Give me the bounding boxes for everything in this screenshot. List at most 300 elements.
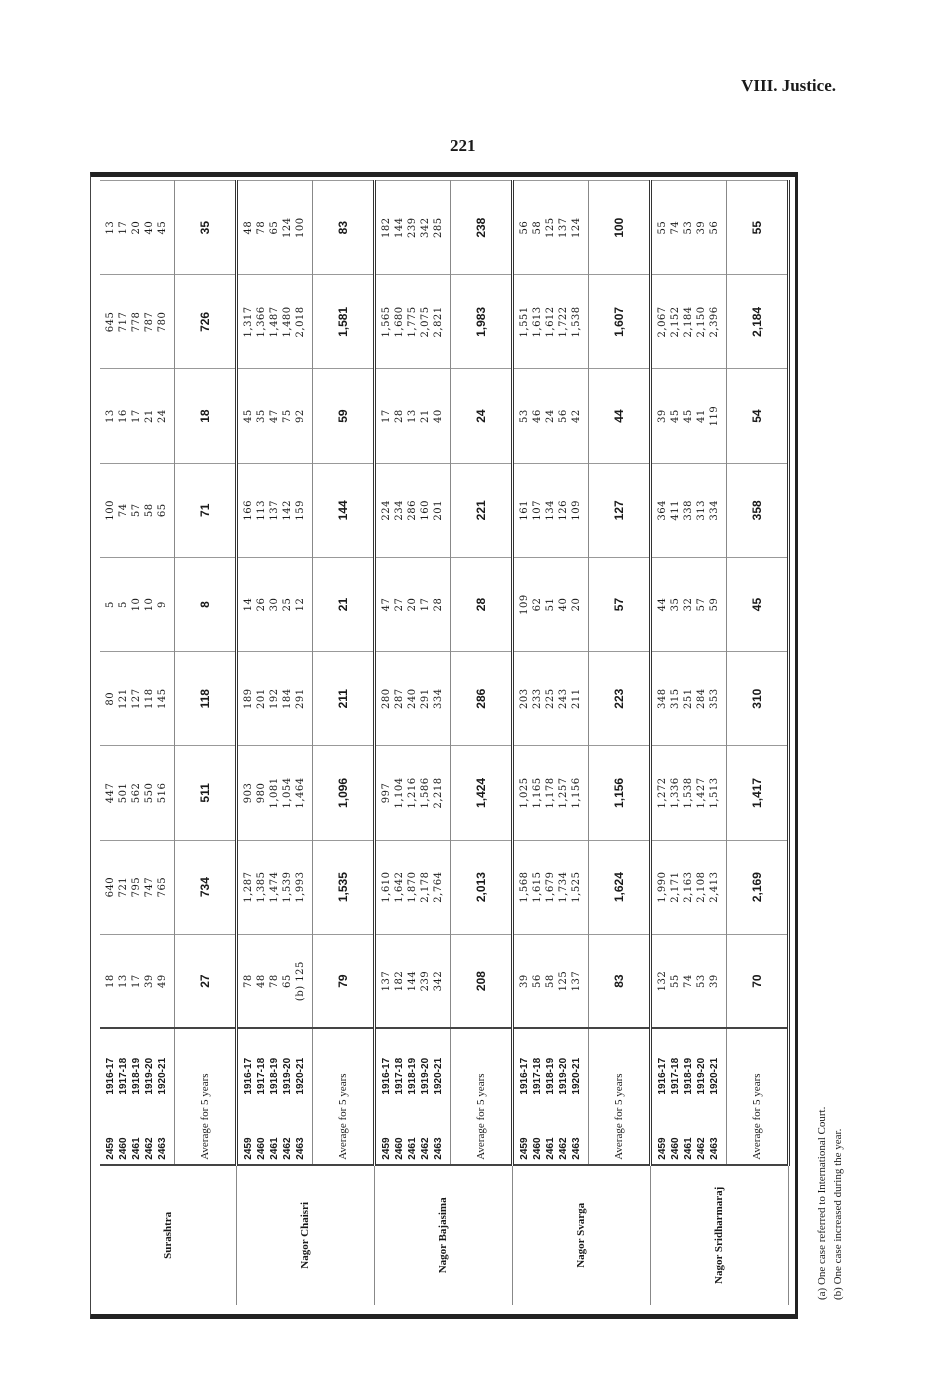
average-value-9: 83: [312, 181, 374, 275]
value-1: 2,152: [670, 306, 682, 338]
average-value-1: 79: [312, 934, 374, 1028]
office-name: Nagor Bajasima: [374, 1165, 512, 1305]
average-value-1: 208: [450, 934, 512, 1028]
value-1: 48: [256, 974, 268, 988]
code-3: 2462: [144, 1137, 156, 1160]
value-3: 125: [558, 970, 570, 992]
average-value-5: 57: [588, 557, 650, 651]
value-0: 645: [105, 311, 117, 333]
value-column-8: [374, 275, 450, 369]
value-1: 1,366: [256, 306, 268, 338]
value-2: 47: [269, 409, 281, 423]
rotated-table-container: [100, 180, 790, 1305]
value-0: 280: [381, 688, 393, 710]
value-0: 189: [243, 688, 255, 710]
value-3: 160: [420, 500, 432, 521]
year-3: 1919-20: [558, 1057, 570, 1095]
code-list: [374, 1099, 450, 1165]
value-3: 40: [558, 597, 570, 612]
value-3: 239: [420, 970, 432, 992]
value-2: 65: [269, 220, 281, 235]
value-1: 411: [670, 500, 682, 521]
code-2: 2461: [407, 1137, 419, 1160]
average-value-4: 211: [312, 652, 374, 746]
value-4: 342: [433, 970, 445, 992]
value-3: 1,054: [282, 777, 294, 809]
value-column-7: [512, 369, 588, 463]
code-2: 2461: [545, 1137, 557, 1160]
value-column-9: [650, 181, 726, 275]
value-0: 17: [381, 409, 393, 423]
value-2: 125: [545, 217, 557, 238]
value-2: 137: [269, 500, 281, 521]
average-value-5: 45: [727, 557, 789, 651]
value-1: 113: [256, 500, 268, 521]
value-4: 1,525: [571, 871, 583, 903]
year-2: 1918-19: [545, 1057, 557, 1095]
value-0: 224: [381, 500, 393, 521]
value-1: 2,171: [670, 871, 682, 903]
value-column-3: [100, 746, 174, 840]
value-2: 1,612: [545, 306, 557, 338]
value-4: 9: [157, 601, 169, 608]
value-2: 1,487: [269, 306, 281, 338]
value-2: 778: [131, 311, 143, 333]
value-4: 353: [709, 688, 721, 710]
value-1: 35: [670, 597, 682, 612]
value-2: 30: [269, 597, 281, 612]
value-0: 137: [381, 970, 393, 992]
value-4: 124: [571, 217, 583, 238]
value-4: 100: [295, 217, 307, 238]
year-1: 1917-18: [532, 1057, 544, 1095]
value-1: 56: [532, 974, 544, 988]
value-3: 142: [282, 500, 294, 521]
average-label: Average for 5 years: [727, 1028, 789, 1164]
value-3: 126: [558, 500, 570, 521]
value-2: 1,178: [545, 777, 557, 809]
value-4: 1,513: [709, 777, 721, 809]
year-3: 1919-20: [282, 1057, 294, 1095]
average-value-8: 2,184: [727, 275, 789, 369]
average-label: Average for 5 years: [588, 1028, 650, 1164]
value-3: 1,427: [696, 777, 708, 809]
code-2: 2461: [683, 1137, 695, 1160]
value-column-9: [100, 181, 174, 275]
value-0: 13: [105, 409, 117, 423]
value-1: 78: [256, 220, 268, 235]
value-0: 1,565: [381, 306, 393, 338]
value-column-5: [512, 557, 588, 651]
value-1: 28: [394, 409, 406, 423]
average-value-4: 223: [588, 652, 650, 746]
value-4: 285: [433, 217, 445, 238]
value-3: 56: [558, 409, 570, 423]
value-column-1: [374, 934, 450, 1028]
value-column-3: [512, 746, 588, 840]
code-0: 2459: [381, 1137, 393, 1160]
average-value-9: 35: [174, 181, 236, 275]
value-3: 1,480: [282, 306, 294, 338]
value-4: 765: [157, 876, 169, 898]
average-row: [588, 181, 650, 1306]
value-2: 10: [131, 597, 143, 612]
value-0: 182: [381, 217, 393, 238]
average-row: [312, 181, 374, 1306]
value-column-8: [236, 275, 312, 369]
group-row: [100, 181, 174, 1306]
value-4: 211: [571, 688, 583, 710]
value-0: 45: [243, 409, 255, 423]
value-2: 562: [131, 782, 143, 804]
value-4: 201: [433, 500, 445, 521]
value-column-9: [512, 181, 588, 275]
value-column-2: [512, 840, 588, 934]
value-column-6: [100, 463, 174, 557]
value-1: 58: [532, 220, 544, 235]
value-1: 107: [532, 500, 544, 521]
value-4: 2,018: [295, 306, 307, 338]
value-2: 45: [683, 409, 695, 423]
value-column-6: [512, 463, 588, 557]
value-column-1: [100, 934, 174, 1028]
value-column-8: [650, 275, 726, 369]
average-value-9: 55: [727, 181, 789, 275]
value-0: 78: [243, 974, 255, 988]
value-1: 144: [394, 217, 406, 238]
value-1: 1,336: [670, 777, 682, 809]
code-0: 2459: [105, 1137, 117, 1160]
value-3: 1,722: [558, 306, 570, 338]
average-value-5: 21: [312, 557, 374, 651]
value-2: 192: [269, 688, 281, 710]
value-3: 17: [420, 597, 432, 612]
year-4: 1920-21: [433, 1057, 445, 1095]
value-0: 56: [519, 220, 531, 235]
value-0: 80: [105, 691, 117, 706]
value-0: 1,287: [243, 871, 255, 903]
year-4: 1920-21: [571, 1057, 583, 1095]
code-4: 2463: [295, 1137, 307, 1160]
value-2: 32: [683, 597, 695, 612]
justice-statistics-table: [100, 180, 790, 1305]
code-1: 2460: [532, 1137, 544, 1160]
value-0: 47: [381, 597, 393, 612]
average-value-2: 1,535: [312, 840, 374, 934]
value-4: 42: [571, 409, 583, 423]
average-value-7: 59: [312, 369, 374, 463]
value-1: 74: [118, 503, 130, 518]
value-4: 2,764: [433, 871, 445, 903]
value-4: 291: [295, 688, 307, 710]
code-3: 2462: [420, 1137, 432, 1160]
value-3: 40: [144, 220, 156, 235]
value-3: 41: [696, 409, 708, 423]
value-2: 13: [407, 409, 419, 423]
value-1: 1,642: [394, 871, 406, 903]
value-4: 1,464: [295, 777, 307, 809]
value-0: 109: [519, 594, 531, 615]
value-0: 1,610: [381, 871, 393, 903]
group-row: [374, 181, 450, 1306]
value-4: 780: [157, 311, 169, 333]
average-value-7: 18: [174, 369, 236, 463]
value-2: 239: [407, 217, 419, 238]
value-3: 65: [282, 974, 294, 988]
value-2: 78: [269, 974, 281, 988]
value-3: 243: [558, 688, 570, 710]
year-0: 1916-17: [243, 1057, 255, 1095]
value-3: 39: [144, 974, 156, 988]
average-value-3: 1,096: [312, 746, 374, 840]
value-2: 1,775: [407, 306, 419, 338]
value-1: 55: [670, 974, 682, 988]
value-4: 24: [157, 409, 169, 423]
year-0: 1916-17: [105, 1057, 117, 1095]
value-4: 2,821: [433, 306, 445, 338]
value-4: 145: [157, 688, 169, 710]
year-list: [650, 1028, 726, 1098]
value-3: 1,257: [558, 777, 570, 809]
code-list: [512, 1099, 588, 1165]
value-0: 53: [519, 409, 531, 423]
code-1: 2460: [256, 1137, 268, 1160]
value-1: 17: [118, 220, 130, 235]
value-column-8: [100, 275, 174, 369]
value-3: 313: [696, 500, 708, 521]
code-0: 2459: [519, 1137, 531, 1160]
value-2: 17: [131, 409, 143, 423]
average-value-7: 54: [727, 369, 789, 463]
value-3: 39: [696, 220, 708, 235]
average-row: [174, 181, 236, 1306]
value-1: 1,385: [256, 871, 268, 903]
value-1: 45: [670, 409, 682, 423]
value-2: 2,184: [683, 306, 695, 338]
value-column-6: [236, 463, 312, 557]
value-4: 20: [571, 597, 583, 612]
value-4: 65: [157, 503, 169, 518]
value-2: 1,474: [269, 871, 281, 903]
value-0: 1,990: [657, 871, 669, 903]
value-4: 2,218: [433, 777, 445, 809]
value-column-9: [374, 181, 450, 275]
average-value-8: 1,581: [312, 275, 374, 369]
average-row: [727, 181, 789, 1306]
code-2: 2461: [269, 1137, 281, 1160]
value-column-6: [374, 463, 450, 557]
year-1: 1917-18: [394, 1057, 406, 1095]
average-value-9: 238: [450, 181, 512, 275]
footnote-b: (b) One case increased during the year.: [832, 1128, 844, 1300]
value-3: 291: [420, 688, 432, 710]
average-value-1: 27: [174, 934, 236, 1028]
year-0: 1916-17: [657, 1057, 669, 1095]
value-2: 58: [545, 974, 557, 988]
value-3: 284: [696, 688, 708, 710]
value-3: 1,586: [420, 777, 432, 809]
value-1: 1,613: [532, 306, 544, 338]
value-0: 203: [519, 688, 531, 710]
value-3: 25: [282, 597, 294, 612]
value-2: 2,163: [683, 871, 695, 903]
value-1: 234: [394, 500, 406, 521]
value-column-6: [650, 463, 726, 557]
value-2: 134: [545, 500, 557, 521]
year-2: 1918-19: [131, 1057, 143, 1095]
value-4: 1,993: [295, 871, 307, 903]
value-column-7: [100, 369, 174, 463]
code-0: 2459: [657, 1137, 669, 1160]
value-column-4: [512, 652, 588, 746]
year-1: 1917-18: [118, 1057, 130, 1095]
value-3: 1,734: [558, 871, 570, 903]
value-4: 92: [295, 409, 307, 423]
value-column-5: [650, 557, 726, 651]
value-3: 787: [144, 311, 156, 333]
value-4: 45: [157, 220, 169, 235]
value-0: 5: [105, 601, 117, 608]
year-list: [100, 1028, 174, 1098]
value-3: 184: [282, 688, 294, 710]
value-3: 75: [282, 409, 294, 423]
average-value-3: 1,424: [450, 746, 512, 840]
average-value-2: 734: [174, 840, 236, 934]
value-0: 100: [105, 500, 117, 521]
value-2: 1,216: [407, 777, 419, 809]
value-0: 18: [105, 974, 117, 988]
value-column-5: [100, 557, 174, 651]
code-1: 2460: [670, 1137, 682, 1160]
office-name: Surashtra: [100, 1165, 236, 1305]
value-1: 233: [532, 688, 544, 710]
value-column-1: [650, 934, 726, 1028]
value-4: 49: [157, 974, 169, 988]
code-4: 2463: [433, 1137, 445, 1160]
value-3: 124: [282, 217, 294, 238]
office-name: Nagor Sridharmaraj: [650, 1165, 788, 1305]
value-1: 287: [394, 688, 406, 710]
value-3: 21: [420, 409, 432, 423]
value-3: 58: [144, 503, 156, 518]
value-column-1: [512, 934, 588, 1028]
value-2: 795: [131, 876, 143, 898]
average-value-6: 221: [450, 463, 512, 557]
value-0: 1,551: [519, 306, 531, 338]
value-0: 39: [519, 974, 531, 988]
year-2: 1918-19: [407, 1057, 419, 1095]
value-1: 1,615: [532, 871, 544, 903]
year-3: 1919-20: [144, 1057, 156, 1095]
value-3: 21: [144, 409, 156, 423]
code-4: 2463: [157, 1137, 169, 1160]
value-4: (b) 125: [295, 961, 307, 1002]
average-value-6: 358: [727, 463, 789, 557]
value-0: 348: [657, 688, 669, 710]
code-4: 2463: [571, 1137, 583, 1160]
value-4: 334: [709, 500, 721, 521]
value-column-4: [374, 652, 450, 746]
value-1: 74: [670, 220, 682, 235]
value-4: 12: [295, 597, 307, 612]
value-2: 53: [683, 220, 695, 235]
value-1: 46: [532, 409, 544, 423]
value-2: 225: [545, 688, 557, 710]
average-value-6: 71: [174, 463, 236, 557]
code-2: 2461: [131, 1137, 143, 1160]
value-1: 201: [256, 688, 268, 710]
value-4: 109: [571, 500, 583, 521]
value-2: 17: [131, 974, 143, 988]
year-4: 1920-21: [295, 1057, 307, 1095]
year-4: 1920-21: [157, 1057, 169, 1095]
value-2: 144: [407, 970, 419, 992]
value-3: 53: [696, 974, 708, 988]
average-value-6: 127: [588, 463, 650, 557]
value-0: 903: [243, 782, 255, 804]
code-list: [650, 1099, 726, 1165]
value-2: 1,679: [545, 871, 557, 903]
value-4: 2,413: [709, 871, 721, 903]
value-column-4: [650, 652, 726, 746]
value-0: 161: [519, 500, 531, 521]
average-value-8: 726: [174, 275, 236, 369]
code-1: 2460: [118, 1137, 130, 1160]
value-1: 26: [256, 597, 268, 612]
code-list: [236, 1099, 312, 1165]
value-2: 1,081: [269, 777, 281, 809]
office-name: Nagor Chaisri: [236, 1165, 374, 1305]
year-2: 1918-19: [683, 1057, 695, 1095]
average-value-4: 310: [727, 652, 789, 746]
value-2: 20: [407, 597, 419, 612]
value-2: 286: [407, 500, 419, 521]
value-2: 127: [131, 688, 143, 710]
value-column-5: [374, 557, 450, 651]
value-column-2: [100, 840, 174, 934]
year-4: 1920-21: [709, 1057, 721, 1095]
year-list: [236, 1028, 312, 1098]
code-1: 2460: [394, 1137, 406, 1160]
value-1: 1,165: [532, 777, 544, 809]
value-0: 48: [243, 220, 255, 235]
code-3: 2462: [696, 1137, 708, 1160]
value-1: 182: [394, 970, 406, 992]
year-list: [374, 1028, 450, 1098]
year-1: 1917-18: [256, 1057, 268, 1095]
value-4: 334: [433, 688, 445, 710]
value-0: 2,067: [657, 306, 669, 338]
value-column-7: [650, 369, 726, 463]
running-header: VIII. Justice.: [741, 76, 836, 95]
value-1: 35: [256, 409, 268, 423]
group-row: [236, 181, 312, 1306]
group-row: [650, 181, 726, 1306]
value-0: 640: [105, 876, 117, 898]
table-body: [100, 181, 789, 1306]
value-1: 62: [532, 597, 544, 612]
value-0: 997: [381, 782, 393, 804]
value-1: 16: [118, 409, 130, 423]
value-1: 721: [118, 876, 130, 898]
value-column-2: [374, 840, 450, 934]
value-column-3: [374, 746, 450, 840]
value-0: 1,272: [657, 777, 669, 809]
value-column-9: [236, 181, 312, 275]
value-0: 39: [657, 409, 669, 423]
average-value-1: 83: [588, 934, 650, 1028]
average-value-3: 1,417: [727, 746, 789, 840]
